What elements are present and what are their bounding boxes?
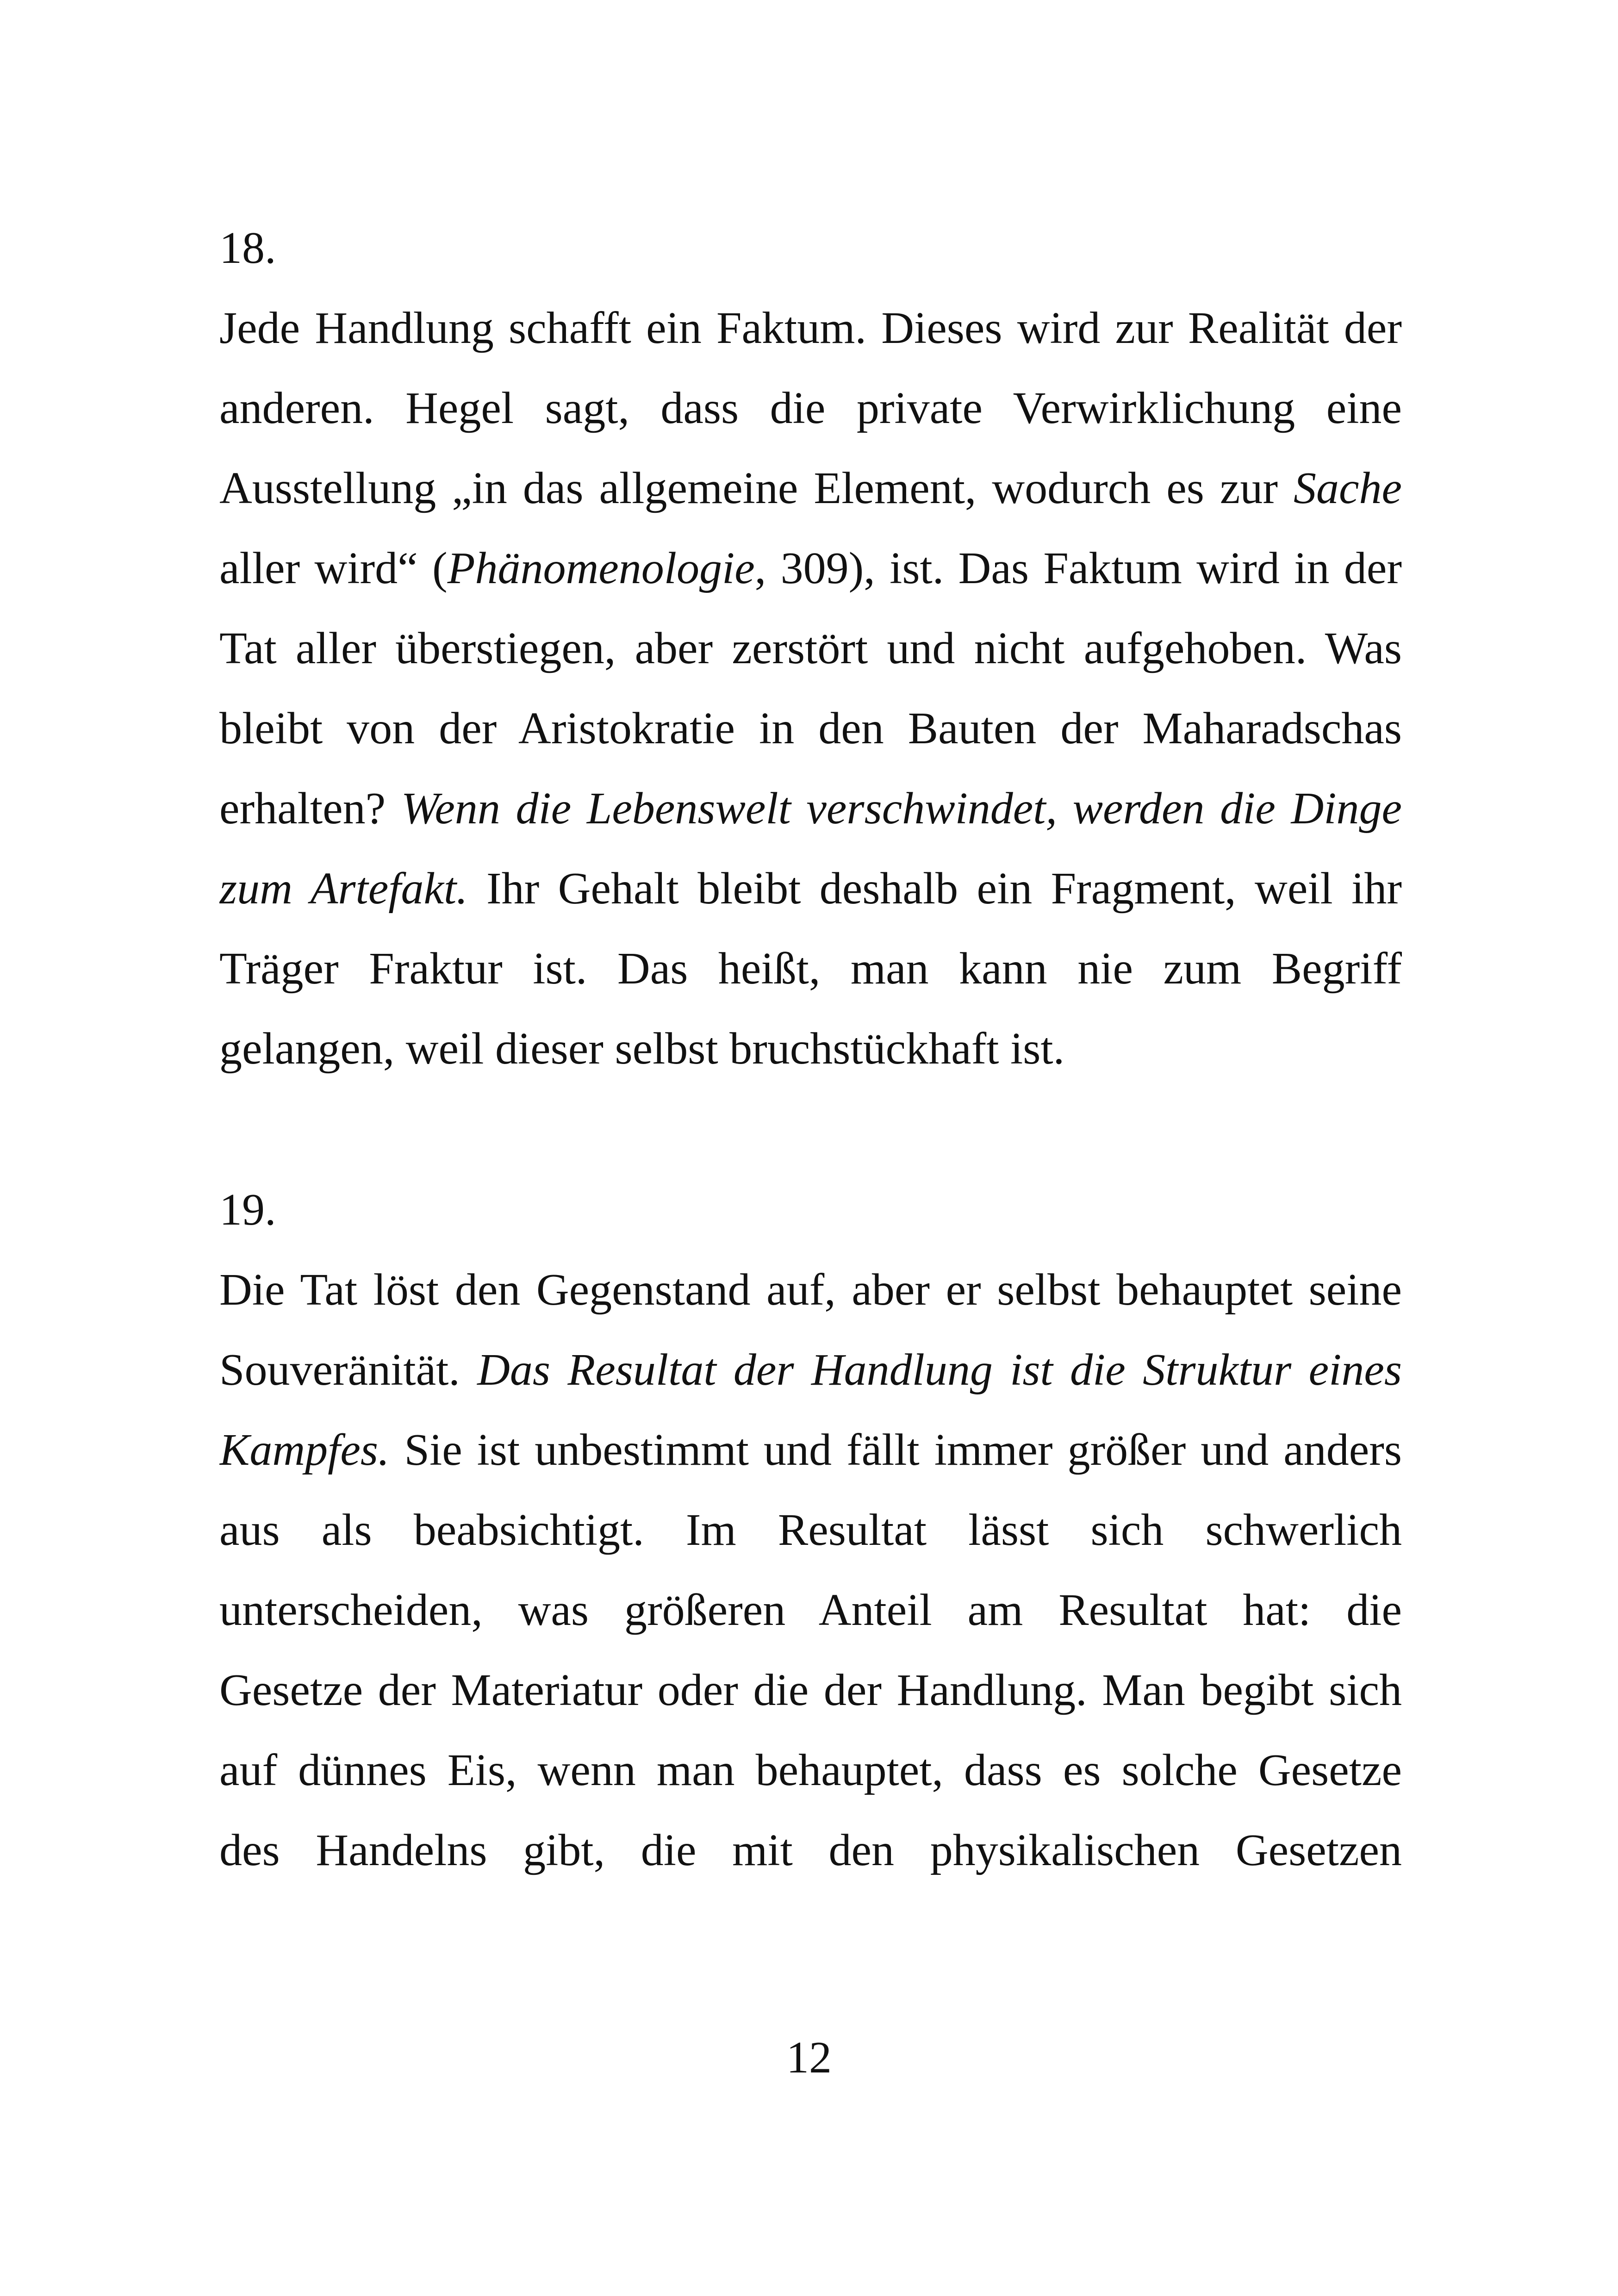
text-run: Tat aller überstiegen, aber zerstört und nicht aufgehoben. Was bbox=[219, 623, 1402, 673]
text-run: Jede Handlung schafft ein Faktum. Dieses wird zur Realität der bbox=[219, 303, 1402, 353]
text-run: , 309), ist. Das Faktum wird in der bbox=[754, 543, 1402, 593]
text-run: unterscheiden, was größeren Anteil am Resultat hat: die bbox=[219, 1585, 1402, 1635]
paragraph-line bbox=[219, 1570, 1402, 1650]
text-run: Ihr Gehalt bleibt deshalb ein Fragment, weil ihr bbox=[467, 864, 1402, 914]
paragraph-line bbox=[219, 1650, 1402, 1730]
section-body bbox=[219, 288, 1402, 1089]
paragraph-line bbox=[219, 1410, 1402, 1490]
paragraph-line bbox=[219, 609, 1402, 689]
paragraph-line bbox=[219, 448, 1402, 529]
section-number: 18. bbox=[219, 223, 276, 273]
paragraph-line bbox=[219, 1490, 1402, 1570]
text-run: bleibt von der Aristokratie in den Bauten der Maharadschas bbox=[219, 703, 1402, 753]
section-18 bbox=[219, 208, 1402, 1089]
paragraph-line bbox=[219, 529, 1402, 609]
italic-text: Das Resultat der Handlung ist die Struktur eines bbox=[477, 1345, 1402, 1395]
italic-text: Wenn die Lebenswelt verschwindet, werden die Dinge bbox=[401, 784, 1402, 834]
text-run: Die Tat löst den Gegenstand auf, aber er selbst behauptet seine bbox=[219, 1265, 1402, 1315]
paragraph-line bbox=[219, 288, 1402, 368]
italic-text: Phänomenologie bbox=[447, 543, 755, 593]
paragraph-line bbox=[219, 929, 1402, 1009]
paragraph-line bbox=[219, 368, 1402, 448]
text-run: Sie ist unbestimmt und fällt immer größer und anders bbox=[389, 1425, 1402, 1475]
page-number: 12 bbox=[786, 2033, 832, 2083]
text-run: Träger Fraktur ist. Das heißt, man kann nie zum Begriff bbox=[219, 944, 1402, 994]
text-run: auf dünnes Eis, wenn man behauptet, dass es solche Gesetze bbox=[219, 1745, 1402, 1795]
paragraph-line bbox=[219, 849, 1402, 929]
paragraph-line bbox=[219, 769, 1402, 849]
italic-text: zum Artefakt. bbox=[219, 864, 468, 914]
section-number: 19. bbox=[219, 1185, 276, 1235]
italic-text: Sache bbox=[1294, 463, 1402, 513]
text-run: anderen. Hegel sagt, dass die private Verwirklichung eine bbox=[219, 383, 1402, 433]
text-run: gelangen, weil dieser selbst bruchstückhaft ist. bbox=[219, 1024, 1065, 1074]
paragraph-line bbox=[219, 1250, 1402, 1330]
text-run: aus als beabsichtigt. Im Resultat lässt sich schwerlich bbox=[219, 1505, 1402, 1555]
paragraph-line bbox=[219, 1009, 1402, 1089]
text-run: Souveränität. bbox=[219, 1345, 478, 1395]
paragraph-line bbox=[219, 1730, 1402, 1811]
paragraph-line bbox=[219, 689, 1402, 769]
text-run: erhalten? bbox=[219, 784, 401, 834]
italic-text: Kampfes. bbox=[219, 1425, 390, 1475]
section-body bbox=[219, 1250, 1402, 1891]
paragraph-line bbox=[219, 1330, 1402, 1410]
text-run: aller wird“ ( bbox=[219, 543, 448, 593]
paragraph-line bbox=[219, 1811, 1402, 1891]
text-run: Ausstellung „in das allgemeine Element, wodurch es zur bbox=[219, 463, 1294, 513]
text-run: des Handelns gibt, die mit den physikalischen Gesetzen bbox=[219, 1825, 1402, 1875]
section-19 bbox=[219, 1170, 1402, 1891]
text-run: Gesetze der Materiatur oder die der Handlung. Man begibt sich bbox=[219, 1665, 1402, 1715]
